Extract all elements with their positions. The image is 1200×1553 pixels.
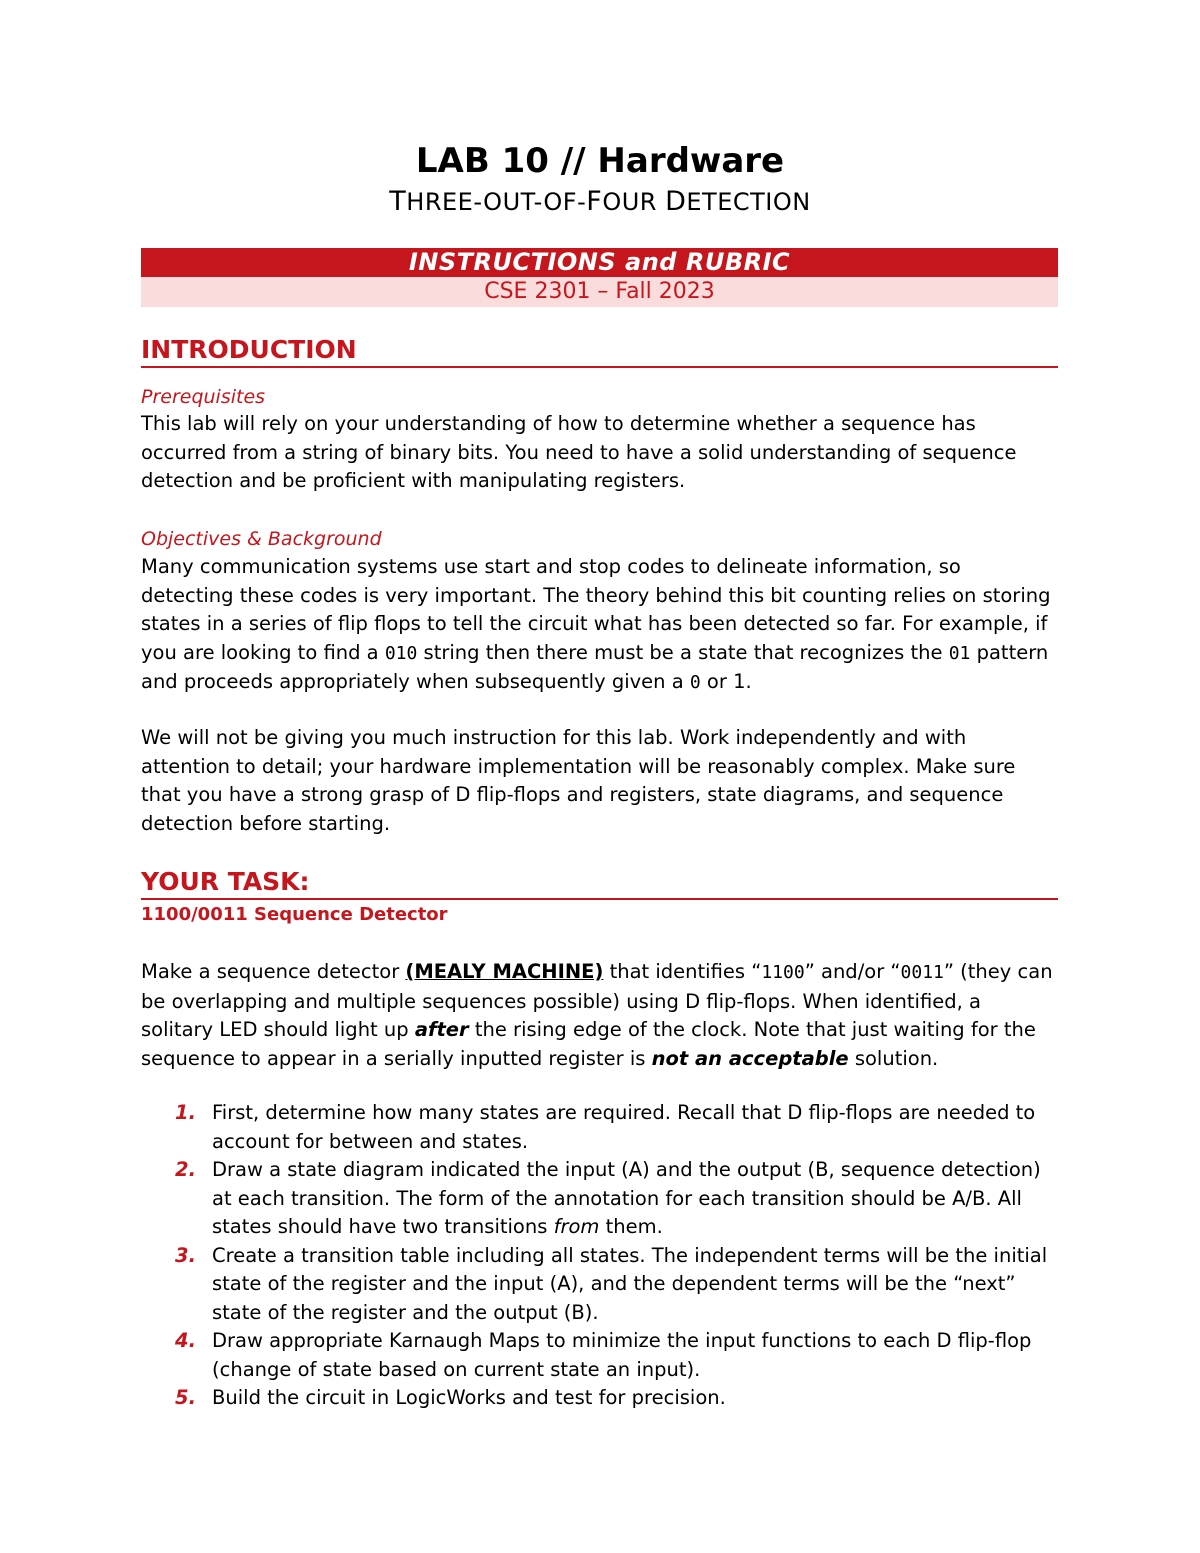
lab-subtitle: [0, 186, 1200, 218]
code-1100: 1100: [761, 962, 805, 983]
list-item: [141, 1327, 1058, 1384]
objectives-text: [141, 553, 1058, 698]
subtitle-part: D: [665, 186, 687, 217]
step-number: 3.: [175, 1243, 196, 1267]
task-description: [141, 958, 1058, 1073]
task-text-part: ” and/or “: [804, 960, 901, 983]
task-text-part: ” (they can be overlapping and multiple sequences possible) using D flip-flops. When identified, a solitary LED should light up: [141, 960, 1053, 1041]
step-text: Draw appropriate Karnaugh Maps to minimize the input functions to each D flip-flop (change of state based on current state an input).: [212, 1329, 1032, 1381]
task-subheading: 1100/0011 Sequence Detector: [141, 904, 448, 925]
code-0: 0: [689, 672, 701, 693]
step-text: First, determine how many states are required. Recall that D flip-flops are needed to account for between and states.: [212, 1101, 1036, 1153]
task-text-part: that identifies “: [603, 960, 762, 983]
prerequisites-text: This lab will rely on your understanding of how to determine whether a sequence has occurred from a string of binary bits. You need to have a solid understanding of sequence detection and be proficient with manipulating registers.: [141, 412, 1017, 492]
task-steps-list: [141, 1099, 1058, 1413]
instruction-text: We will not be giving you much instruction for this lab. Work independently and with attention to detail; your hardware implementation will be reasonably complex. Make sure that you have a strong grasp of D flip-flops and registers, state diagrams, and sequence detection before starting.: [141, 726, 1016, 835]
objectives-text-part: Many communication systems use start and stop codes to delineate information, so detecting these codes is very important. The theory behind this bit counting relies on storing states in a series of flip flops to tell the circuit what has been detected so far. For example, if you are looking to find a: [141, 555, 1051, 664]
task-text-part: solution.: [848, 1046, 939, 1070]
prerequisites-heading: Prerequisites: [141, 386, 266, 408]
subtitle-part: ETECTION: [686, 188, 811, 216]
task-text-part: Make a sequence detector: [141, 960, 406, 983]
instructions-banner: INSTRUCTIONS and RUBRIC: [141, 248, 1058, 277]
lab-title: LAB 10 // Hardware: [415, 141, 785, 181]
step-text: Draw a state diagram indicated the input (A) and the output (B, sequence detection) at each transition. The form of the annotation for each transition should be A/B. All states should have two transitions: [212, 1158, 1041, 1238]
step-text: them.: [599, 1215, 663, 1238]
your-task-heading: YOUR TASK:: [141, 866, 1058, 900]
list-item: [141, 1242, 1058, 1328]
objectives-text-part: .: [745, 670, 752, 693]
mealy-machine-label: (MEALY MACHINE): [405, 960, 604, 983]
step-text: Create a transition table including all states. The independent terms will be the initial state of the register and the input (A), and the dependent terms will be the “next” state of the register and the output (B).: [212, 1243, 1048, 1324]
step-emphasis: from: [553, 1215, 600, 1238]
code-1: 1: [733, 670, 746, 693]
step-number: 5.: [175, 1386, 196, 1409]
step-text: Build the circuit in LogicWorks and test for precision.: [212, 1386, 726, 1409]
code-010: 010: [384, 642, 418, 664]
step-number: 1.: [175, 1101, 196, 1124]
list-item: [141, 1384, 1058, 1413]
step-number: 2.: [175, 1158, 196, 1181]
subtitle-part: OUR: [602, 188, 666, 216]
after-emphasis: after: [414, 1018, 469, 1041]
objectives-text-part: string then there must be a state that recognizes the: [417, 640, 949, 664]
subtitle-part: F: [586, 186, 603, 217]
objectives-text-part: or: [700, 670, 734, 693]
list-item: [141, 1156, 1058, 1242]
code-01: 01: [948, 642, 971, 664]
introduction-heading: INTRODUCTION: [141, 334, 1058, 368]
code-0011: 0011: [900, 962, 944, 983]
objectives-heading: Objectives & Background: [141, 528, 382, 550]
objectives-text-part: pattern and proceeds appropriately when subsequently given a: [141, 640, 1049, 693]
not-acceptable-emphasis: not an acceptable: [651, 1046, 849, 1070]
task-text-part: the rising edge of the clock. Note that just waiting for the sequence to appear in a serially inputted register is: [141, 1018, 1036, 1070]
course-banner: CSE 2301 – Fall 2023: [141, 277, 1058, 307]
step-number: 4.: [175, 1329, 196, 1352]
subtitle-part: HREE-OUT-OF-: [406, 188, 587, 216]
subtitle-part: T: [389, 186, 407, 217]
list-item: [141, 1099, 1058, 1156]
